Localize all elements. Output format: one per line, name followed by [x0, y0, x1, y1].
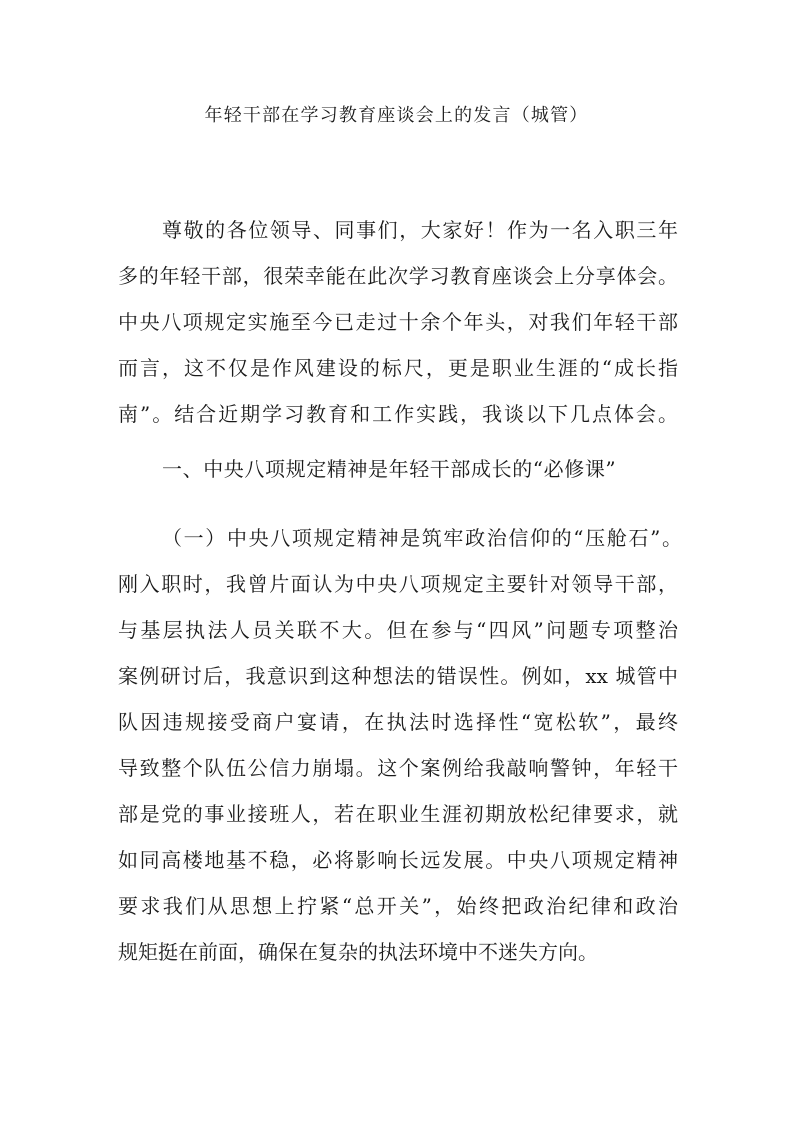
subsection-line: 与基层执法人员关联不大。但在参与“四风”问题专项整治 [118, 618, 678, 642]
intro-line: 而言，这不仅是作风建设的标尺，更是职业生涯的“成长指 [118, 356, 678, 380]
subsection-line: 导致整个队伍公信力崩塌。这个案例给我敲响警钟，年轻干 [118, 756, 678, 780]
intro-line: 南”。结合近期学习教育和工作实践，我谈以下几点体会。 [118, 402, 678, 426]
subsection-line: 部是党的事业接班人，若在职业生涯初期放松纪律要求，就 [118, 802, 678, 826]
subsection-line: 要求我们从思想上拧紧“总开关”，始终把政治纪律和政治 [118, 894, 678, 918]
intro-line: 尊敬的各位领导、同事们，大家好！作为一名入职三年 [162, 218, 678, 242]
subsection-line: 如同高楼地基不稳，必将影响长远发展。中央八项规定精神 [118, 848, 678, 872]
subsection-line: 队因违规接受商户宴请，在执法时选择性“宽松软”，最终 [118, 710, 678, 734]
subsection-line: （一）中央八项规定精神是筑牢政治信仰的“压舱石”。 [162, 526, 682, 550]
intro-line: 中央八项规定实施至今已走过十余个年头，对我们年轻干部 [118, 310, 678, 334]
subsection-line: 刚入职时，我曾片面认为中央八项规定主要针对领导干部， [118, 572, 678, 596]
subsection-line: 规矩挺在前面，确保在复杂的执法环境中不迷失方向。 [118, 940, 598, 964]
section-heading: 一、中央八项规定精神是年轻干部成长的“必修课” [162, 457, 617, 481]
intro-line: 多的年轻干部，很荣幸能在此次学习教育座谈会上分享体会。 [118, 264, 678, 288]
document-title: 年轻干部在学习教育座谈会上的发言（城管） [204, 105, 589, 126]
subsection-line: 案例研讨后，我意识到这种想法的错误性。例如，xx 城管中 [118, 664, 678, 688]
